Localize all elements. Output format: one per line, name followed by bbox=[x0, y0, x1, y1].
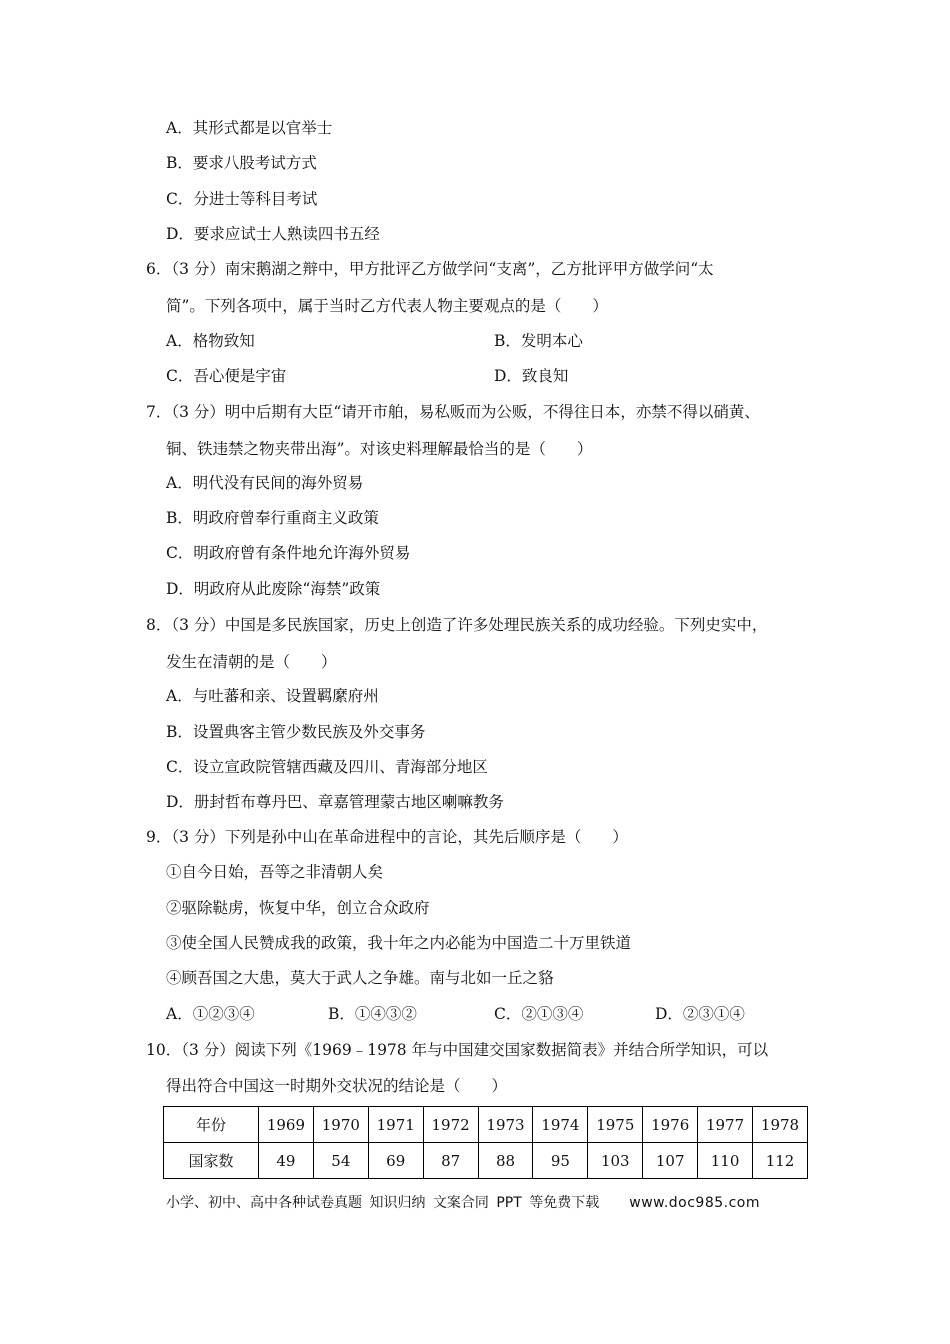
q9-statement-4: ④顾吾国之大患，莫大于武人之争雄。南与北如一丘之貉 bbox=[166, 969, 554, 987]
q9-statement-3: ③使全国人民赞成我的政策，我十年之内必能为中国造二十万里铁道 bbox=[166, 934, 632, 952]
q7-stem-line1: 7．（3 分）明中后期有大臣“请开市舶，易私贩而为公贩，不得往日本，亦禁不得以硝黄、 bbox=[146, 403, 760, 421]
q8-stem-line1: 8．（3 分）中国是多民族国家，历史上创造了许多处理民族关系的成功经验。下列史实中， bbox=[146, 616, 768, 634]
table-cell-year: 1969 bbox=[259, 1107, 314, 1143]
q8-option-c: C．设立宣政院管辖西藏及四川、青海部分地区 bbox=[166, 758, 488, 776]
q6-stem-line1: 6．（3 分）南宋鹅湖之辩中，甲方批评乙方做学问“支离”，乙方批评甲方做学问“太 bbox=[146, 260, 714, 278]
table-header-year: 年份 bbox=[164, 1107, 259, 1143]
q9-statement-1: ①自今日始，吾等之非清朝人矣 bbox=[166, 863, 384, 881]
q5-option-b: B．要求八股考试方式 bbox=[166, 154, 317, 172]
q8-option-b: B．设置典客主管少数民族及外交事务 bbox=[166, 723, 426, 741]
table-cell-count: 112 bbox=[753, 1143, 808, 1179]
q9-option-c: C．②①③④ bbox=[494, 1005, 584, 1023]
q9-option-d: D．②③①④ bbox=[655, 1005, 745, 1023]
q9-statement-2: ②驱除鞑虏，恢复中华，创立合众政府 bbox=[166, 899, 430, 917]
q8-option-d: D．册封哲布尊丹巴、章嘉管理蒙古地区喇嘛教务 bbox=[166, 793, 504, 811]
q8-option-a: A．与吐蕃和亲、设置羁縻府州 bbox=[166, 687, 379, 705]
table-cell-year: 1972 bbox=[423, 1107, 478, 1143]
table-cell-year: 1976 bbox=[643, 1107, 698, 1143]
q7-option-d: D．明政府从此废除“海禁”政策 bbox=[166, 580, 381, 598]
table-cell-count: 88 bbox=[478, 1143, 533, 1179]
table-cell-count: 54 bbox=[313, 1143, 368, 1179]
table-cell-year: 1977 bbox=[698, 1107, 753, 1143]
table-cell-year: 1973 bbox=[478, 1107, 533, 1143]
q9-option-b: B．①④③② bbox=[328, 1005, 417, 1023]
table-cell-year: 1974 bbox=[533, 1107, 588, 1143]
table-cell-count: 110 bbox=[698, 1143, 753, 1179]
q10-stem-line1: 10．（3 分）阅读下列《1969﹣1978 年与中国建交国家数据简表》并结合所学知识，可以 bbox=[146, 1041, 769, 1059]
q5-option-d: D．要求应试士人熟读四书五经 bbox=[166, 225, 380, 243]
footer-text: 小学、初中、高中各种试卷真题 知识归纳 文案合同 PPT 等免费下载 bbox=[166, 1195, 600, 1211]
q6-option-b: B．发明本心 bbox=[494, 332, 583, 350]
table-cell-year: 1978 bbox=[753, 1107, 808, 1143]
q5-option-c: C．分进士等科目考试 bbox=[166, 190, 318, 208]
q10-data-table bbox=[163, 1106, 808, 1179]
footer-site-link[interactable]: www.doc985.com bbox=[629, 1195, 760, 1211]
table-header-count: 国家数 bbox=[164, 1143, 259, 1179]
q7-option-b: B．明政府曾奉行重商主义政策 bbox=[166, 509, 379, 527]
q6-option-c: C．吾心便是宇宙 bbox=[166, 367, 287, 385]
q9-option-a: A．①②③④ bbox=[166, 1005, 255, 1023]
table-cell-year: 1970 bbox=[313, 1107, 368, 1143]
page-footer bbox=[166, 1192, 760, 1212]
q8-stem-line2: 发生在清朝的是（ ） bbox=[166, 653, 337, 671]
q6-option-d: D．致良知 bbox=[494, 367, 569, 385]
q7-option-a: A．明代没有民间的海外贸易 bbox=[166, 474, 364, 492]
table-cell-year: 1971 bbox=[368, 1107, 423, 1143]
table-cell-count: 107 bbox=[643, 1143, 698, 1179]
q5-option-a: A．其形式都是以官举士 bbox=[166, 119, 333, 137]
table-cell-count: 103 bbox=[588, 1143, 643, 1179]
q7-stem-line2: 铜、铁违禁之物夹带出海”。对该史料理解最恰当的是（ ） bbox=[166, 440, 593, 458]
table-cell-count: 69 bbox=[368, 1143, 423, 1179]
q9-stem: 9．（3 分）下列是孙中山在革命进程中的言论，其先后顺序是（ ） bbox=[146, 828, 628, 846]
q6-option-a: A．格物致知 bbox=[166, 332, 255, 350]
table-row-years bbox=[164, 1107, 808, 1143]
table-cell-year: 1975 bbox=[588, 1107, 643, 1143]
table-row-counts bbox=[164, 1143, 808, 1179]
table-cell-count: 95 bbox=[533, 1143, 588, 1179]
q10-stem-line2: 得出符合中国这一时期外交状况的结论是（ ） bbox=[166, 1077, 508, 1095]
table-cell-count: 49 bbox=[259, 1143, 314, 1179]
table-cell-count: 87 bbox=[423, 1143, 478, 1179]
q6-stem-line2: 简”。下列各项中，属于当时乙方代表人物主要观点的是（ ） bbox=[166, 297, 608, 315]
q7-option-c: C．明政府曾有条件地允许海外贸易 bbox=[166, 544, 411, 562]
